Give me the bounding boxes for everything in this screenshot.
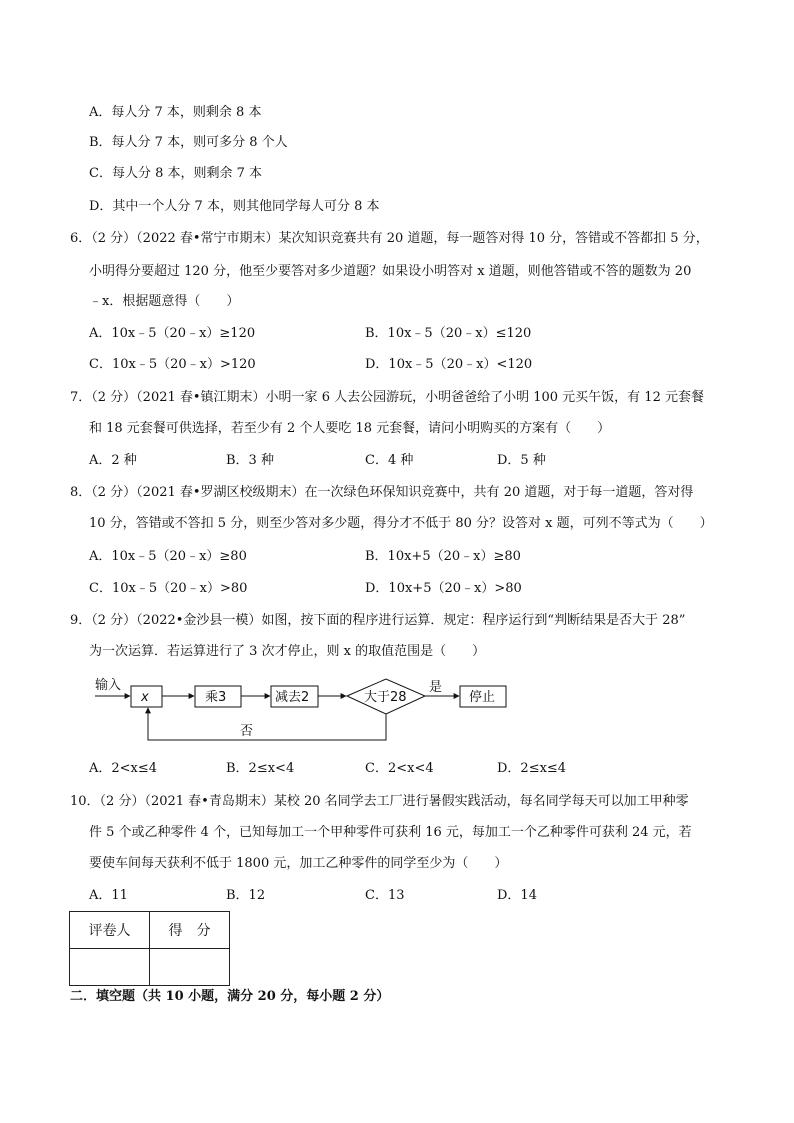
q6-stem-line3: ﹣x．根据题意得（ ） [89, 294, 240, 309]
q7-stem-line2: 和 18 元套餐可供选择，若至少有 2 个人要吃 18 元套餐，请问小明购买的方案有（ ） [89, 421, 611, 436]
flow-x-label: x [141, 690, 149, 705]
score-cell[interactable] [150, 949, 230, 986]
flow-loop-arrow [148, 708, 386, 740]
q9-option-a: A．2<x≤4 [89, 761, 158, 776]
q8-stem-line1: 8．（2 分）（2021 春•罗湖区校级期末）在一次绿色环保知识竞赛中，共有 20 道题，对于每一道题，答对得 [70, 485, 694, 500]
q6-option-d: D．10x﹣5（20﹣x）<120 [365, 357, 533, 372]
q10-stem-line3: 要使车间每天获利不低于 1800 元，加工乙种零件的同学至少为（ ） [89, 856, 508, 871]
q9-stem-line1: 9．（2 分）（2022•金沙县一模）如图，按下面的程序进行运算．规定：程序运行到“判断结果是否大于 28” [70, 613, 686, 628]
flow-decision-label: 大于28 [364, 690, 407, 705]
q6-option-c: C．10x﹣5（20﹣x）>120 [89, 357, 256, 372]
q8-stem-line2: 10 分，答错或不答扣 5 分，则至少答对多少题，得分才不低于 80 分？设答对 x 题，可列不等式为（ ） [89, 516, 713, 531]
q9-option-b: B．2≤x<4 [226, 761, 295, 776]
q10-option-d: D．14 [497, 888, 537, 903]
q10-option-b: B．12 [226, 888, 266, 903]
q7-option-c: C．4 种 [365, 453, 414, 468]
q8-option-c: C．10x﹣5（20﹣x）>80 [89, 581, 248, 596]
flowchart-diagram [90, 672, 520, 748]
flow-subtract-label: 减去2 [275, 690, 310, 705]
section-heading: 二．填空题（共 10 小题，满分 20 分，每小题 2 分） [70, 989, 390, 1004]
flow-no-label: 否 [240, 724, 254, 739]
flow-yes-label: 是 [429, 680, 443, 695]
q10-option-a: A．11 [89, 888, 128, 903]
q7-option-b: B．3 种 [226, 453, 274, 468]
q5-option-b: B．每人分 7 本，则可多分 8 个人 [89, 135, 288, 150]
q7-stem-line1: 7．（2 分）（2021 春•镇江期末）小明一家 6 人去公园游玩，小明爸爸给了小明 100 元买午饭，有 12 元套餐 [70, 390, 704, 405]
q8-option-a: A．10x﹣5（20﹣x）≥80 [89, 549, 247, 564]
q10-stem-line2: 件 5 个或乙种零件 4 个，已知每加工一个甲种零件可获利 16 元，每加工一个乙种零件可获利 24 元，若 [89, 825, 692, 840]
flow-stop-label: 停止 [469, 690, 496, 705]
q8-option-b: B．10x+5（20﹣x）≥80 [365, 549, 521, 564]
score-header: 得 分 [150, 912, 230, 949]
q5-option-a: A．每人分 7 本，则剩余 8 本 [89, 105, 262, 120]
q10-option-c: C．13 [365, 888, 405, 903]
grader-header: 评卷人 [70, 912, 150, 949]
q9-option-c: C．2<x<4 [365, 761, 434, 776]
q8-option-d: D．10x+5（20﹣x）>80 [365, 581, 522, 596]
grader-cell[interactable] [70, 949, 150, 986]
q9-stem-line2: 为一次运算．若运算进行了 3 次才停止，则 x 的取值范围是（ ） [89, 644, 486, 659]
q6-option-b: B．10x﹣5（20﹣x）≤120 [365, 326, 532, 341]
score-table [69, 911, 230, 986]
q6-stem-line2: 小明得分要超过 120 分，他至少要答对多少道题？如果设小明答对 x 道题，则他答错或不答的题数为 20 [89, 264, 692, 279]
flow-multiply-label: 乘3 [205, 690, 227, 705]
q5-option-c: C．每人分 8 本，则剩余 7 本 [89, 166, 263, 181]
q7-option-d: D．5 种 [497, 453, 546, 468]
q6-option-a: A．10x﹣5（20﹣x）≥120 [89, 326, 256, 341]
q5-option-d: D．其中一个人分 7 本，则其他同学每人可分 8 本 [89, 199, 380, 214]
flow-input-label: 输入 [95, 678, 122, 693]
q10-stem-line1: 10．（2 分）（2021 春•青岛期末）某校 20 名同学去工厂进行暑假实践活动，每名同学每天可以加工甲种零 [70, 794, 689, 809]
q6-stem-line1: 6．（2 分）（2022 春•常宁市期末）某次知识竞赛共有 20 道题，每一题答对得 10 分，答错或不答都扣 5 分， [70, 231, 709, 246]
q7-option-a: A．2 种 [89, 453, 137, 468]
q9-option-d: D．2≤x≤4 [497, 761, 567, 776]
